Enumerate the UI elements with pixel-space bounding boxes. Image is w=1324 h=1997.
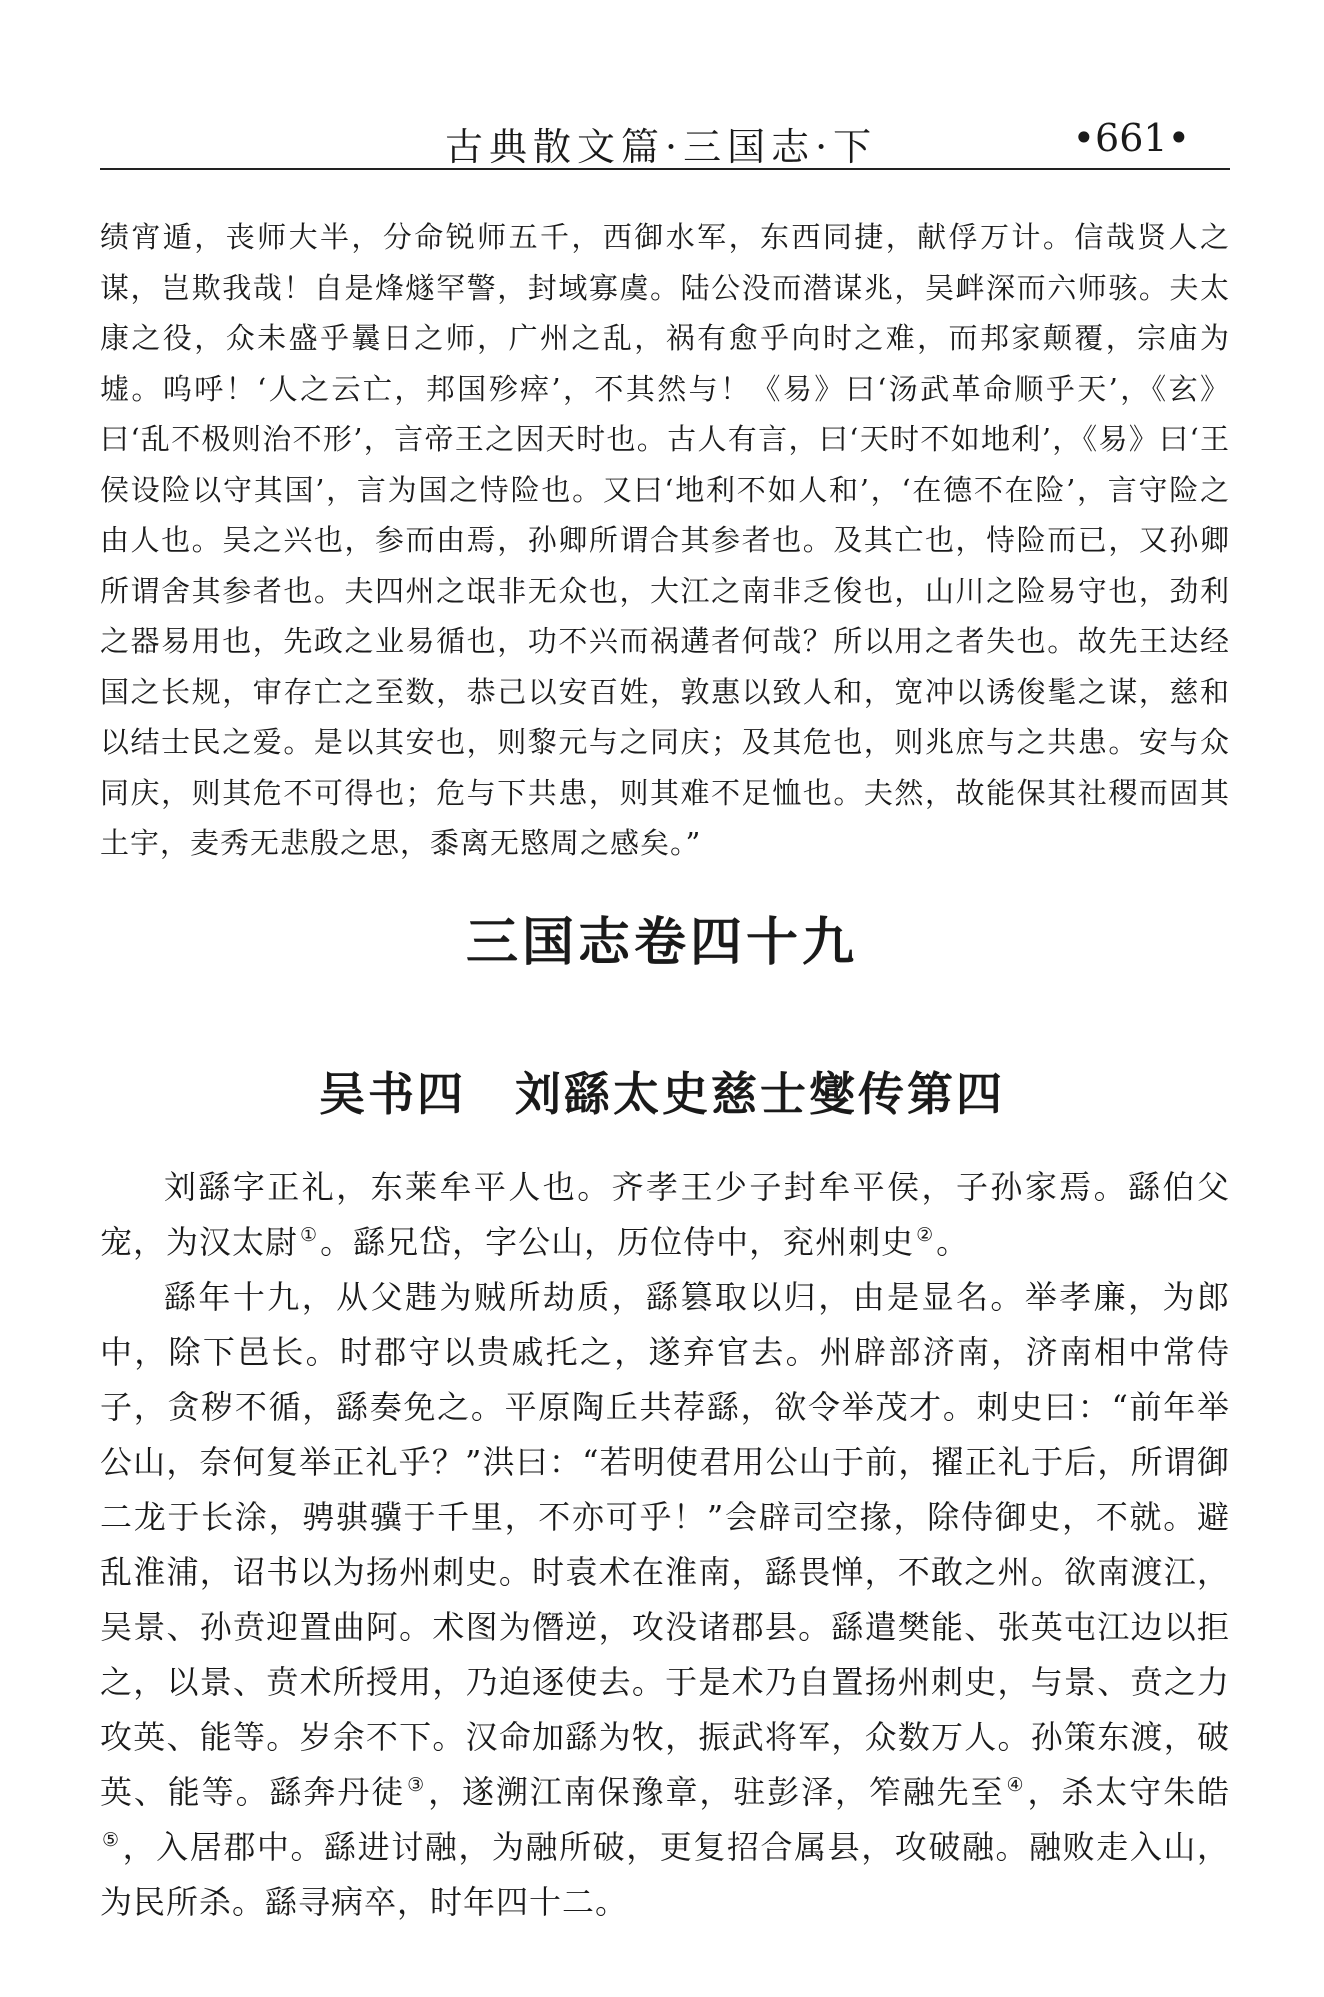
chapter-title: 吴书四 刘繇太史慈士燮传第四 [319,1067,1005,1121]
footnote-marker-5[interactable]: ⑤ [102,1829,121,1852]
footnote-marker-3[interactable]: ③ [407,1774,427,1797]
running-title: 古典散文篇·三国志·下 [445,125,878,169]
paragraph-1-text-b: 。繇兄岱，字公山，历位侍中，兖州刺史 [320,1223,915,1261]
paragraph-2-text-d: ，入居郡中。繇进讨融，为融所破，更复招合属县，攻破融。融败走入山，为民所杀。繇寻病卒，时年四十二。 [100,1828,1230,1921]
paragraph-1-text-c: 。 [936,1223,970,1261]
footnote-marker-1[interactable]: ① [300,1224,319,1247]
volume-title: 三国志卷四十九 [465,913,858,973]
footnote-marker-4[interactable]: ④ [1006,1774,1026,1797]
paragraph-2-text-a: 繇年十九，从父韪为贼所劫质，繇篡取以归，由是显名。举孝廉，为郎中，除下邑长。时郡守以贵戚托之，遂弃官去。州辟部济南，济南相中常侍子，贪秽不循，繇奏免之。平原陶丘共荐繇，欲令举茂才。刺史曰：“前年举公山，奈何复举正礼乎？”洪曰：“若明使君用公山于前，擢正礼于后，所谓御二龙于长涂，骋骐骥于千里，不亦可乎！”会辟司空掾，除侍御史，不就。避乱淮浦，诏书以为扬州刺史。时袁术在淮南，繇畏惮，不敢之州。欲南渡江，吴景、孙贲迎置曲阿。术图为僭逆，攻没诸郡县。繇遣樊能、张英屯江边以拒之，以景、贲术所授用，乃迫逐使去。于是术乃自置扬州刺史，与景、贲之力攻英、能等。岁余不下。汉命加繇为牧，振武将军，众数万人。孙策东渡，破英、能等。繇奔丹徒 [100,1278,1230,1811]
continuation-paragraph: 绩宵遁，丧师大半，分命锐师五千，西御水军，东西同捷，献俘万计。信哉贤人之谋，岂欺我哉！自是烽燧罕警，封域寡虞。陆公没而潜谋兆，吴衅深而六师骇。夫太康之役，众未盛乎曩日之师，广州之乱，祸有愈乎向时之难，而邦家颠覆，宗庙为墟。呜呼！‘人之云亡，邦国殄瘁’，不其然与！《易》曰‘汤武革命顺乎天’，《玄》曰‘乱不极则治不形’，言帝王之因天时也。古人有言，曰‘天时不如地利’，《易》曰‘王侯设险以守其国’，言为国之恃险也。又曰‘地利不如人和’，‘在德不在险’，言守险之由人也。吴之兴也，参而由焉，孙卿所谓合其参者也。及其亡也，恃险而已，又孙卿所谓舍其参者也。夫四州之氓非无众也，大江之南非乏俊也，山川之险易守也，劲利之器易用也，先政之业易循也，功不兴而祸遘者何哉？所以用之者失也。故先王达经国之长规，审存亡之至数，恭己以安百姓，敦惠以致人和，宽冲以诱俊髦之谋，慈和以结士民之爱。是以其安也，则黎元与之同庆；及其危也，则兆庶与之共患。安与众同庆，则其危不可得也；危与下共患，则其难不足恤也。夫然，故能保其社稷而固其土宇，麦秀无悲殷之思，黍离无愍周之感矣。” [100,220,1230,860]
footnote-marker-2[interactable]: ② [916,1224,935,1247]
paragraph-1 [100,1160,1230,1270]
running-header [100,108,1230,168]
header-rule [100,168,1230,170]
paragraph-2 [100,1270,1230,1930]
paragraph-1-text-a: 刘繇字正礼，东莱牟平人也。齐孝王少子封牟平侯，子孙家焉。繇伯父宠，为汉太尉 [100,1168,1230,1261]
paragraph-2-text-c: ，杀太守朱皓 [1027,1773,1230,1811]
paragraph-2-text-b: ，遂溯江南保豫章，驻彭泽，笮融先至 [428,1773,1005,1811]
biography-body [100,1160,1230,1930]
page-number: •661• [1072,116,1190,160]
